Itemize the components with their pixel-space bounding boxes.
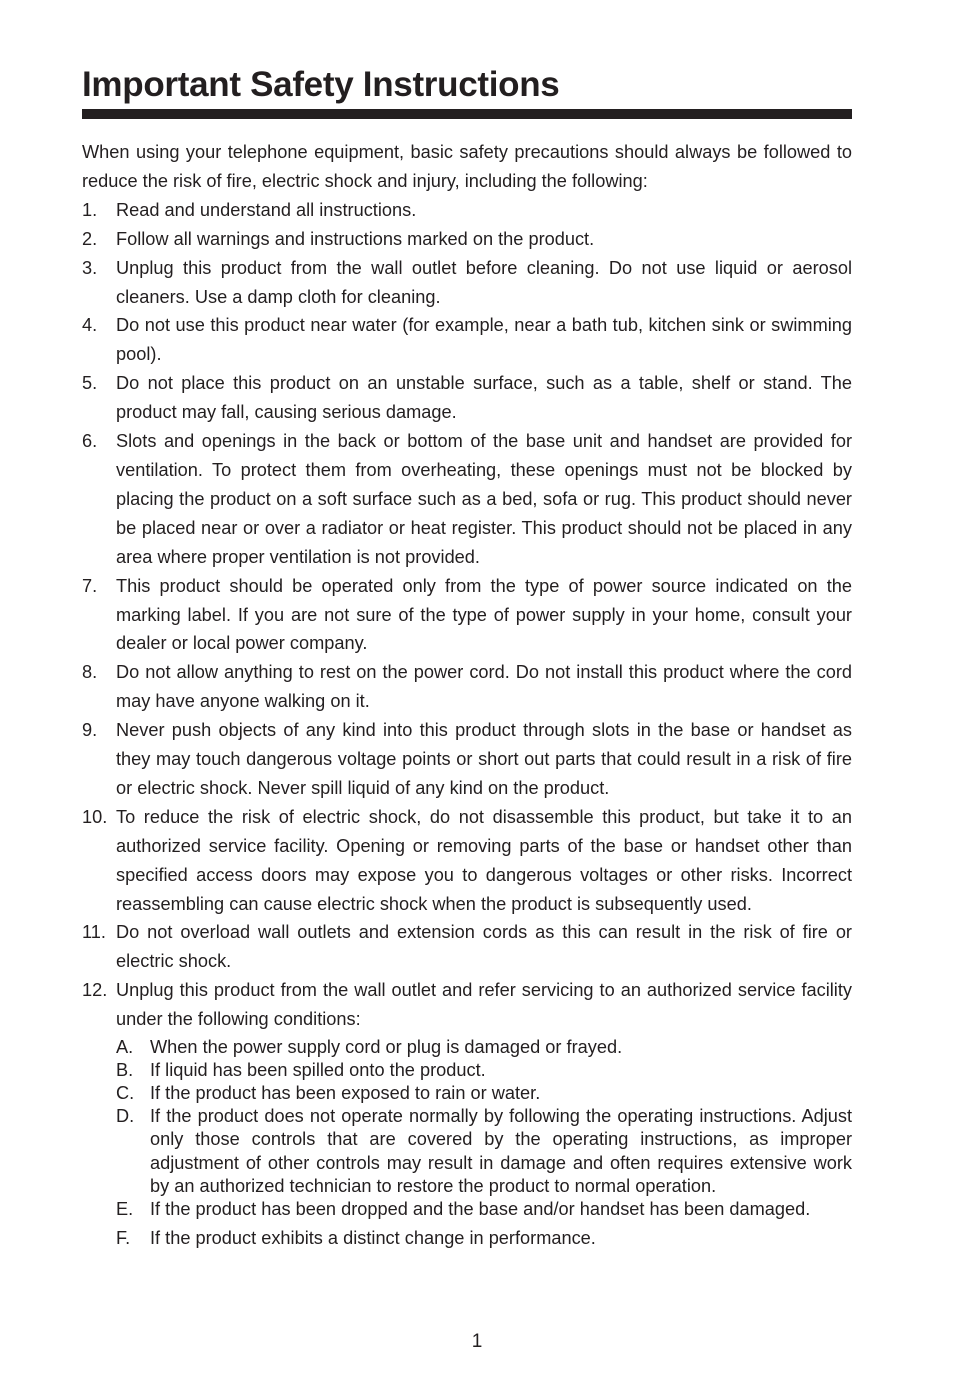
- item-number: 3.: [82, 257, 98, 278]
- list-item: [82, 196, 852, 225]
- item-number: 10.: [82, 806, 108, 827]
- item-text: Read and understand all instructions.: [116, 199, 417, 220]
- condition-letter: E.: [116, 1198, 134, 1219]
- item-number: 8.: [82, 662, 98, 683]
- item-number: 12.: [82, 980, 108, 1001]
- condition-letter: C.: [116, 1083, 135, 1104]
- item-text: Do not use this product near water (for example, near a bath tub, kitchen sink or swimming pool).: [116, 315, 852, 365]
- condition-list: [116, 1036, 852, 1250]
- condition-item: [116, 1105, 852, 1197]
- item-text: Do not overload wall outlets and extension cords as this can result in the risk of fire or electric shock.: [116, 922, 852, 972]
- item-text: Unplug this product from the wall outlet before cleaning. Do not use liquid or aerosol cleaners. Use a damp cloth for cleaning.: [116, 257, 852, 307]
- condition-text: If the product has been exposed to rain or water.: [150, 1083, 541, 1104]
- item-text: To reduce the risk of electric shock, do not disassemble this product, but take it to an authorized service facility. Opening or removing parts of the base or handset other than specified access doors may expose you to dangerous voltages or other risks. Incorrect reassembling can cause electric shock when the product is subsequently used.: [116, 806, 852, 914]
- item-number: 11.: [82, 922, 106, 943]
- list-item: [82, 716, 852, 803]
- list-item: [82, 311, 852, 369]
- page-title: Important Safety Instructions: [82, 65, 560, 104]
- condition-text: If liquid has been spilled onto the product.: [150, 1060, 486, 1081]
- condition-letter: D.: [116, 1106, 135, 1127]
- list-item: [82, 918, 852, 976]
- list-item: [82, 427, 852, 572]
- condition-letter: A.: [116, 1037, 134, 1058]
- item-number: 9.: [82, 720, 98, 741]
- condition-letter: B.: [116, 1060, 134, 1081]
- item-number: 1.: [82, 199, 98, 220]
- page-number: 1: [471, 1331, 483, 1352]
- instructions-body: [82, 138, 852, 1250]
- list-item: [82, 369, 852, 427]
- list-item: [82, 803, 852, 919]
- item-number: 5.: [82, 373, 98, 394]
- list-item: [82, 225, 852, 254]
- condition-item: [116, 1036, 852, 1059]
- item-text: This product should be operated only from the type of power source indicated on the marking label. If you are not sure of the type of power supply in your home, consult your dealer or local power company.: [116, 575, 852, 654]
- instruction-list: [82, 196, 852, 1250]
- item-text: Do not place this product on an unstable surface, such as a table, shelf or stand. The product may fall, causing serious damage.: [116, 373, 852, 423]
- condition-item: [116, 1227, 852, 1250]
- item-text: Unplug this product from the wall outlet and refer servicing to an authorized service facility under the following conditions:: [116, 980, 852, 1030]
- item-number: 6.: [82, 431, 98, 452]
- item-number: 2.: [82, 228, 98, 249]
- condition-item: [116, 1059, 852, 1082]
- condition-item: [116, 1082, 852, 1105]
- intro-paragraph: When using your telephone equipment, basic safety precautions should always be followed to reduce the risk of fire, electric shock and injury, including the following:: [82, 142, 852, 191]
- title-rule: [82, 109, 852, 119]
- condition-text: If the product does not operate normally by following the operating instructions. Adjust only those controls that are covered by the operating instructions, as improper adjustment of other controls may result in damage and often requires extensive work by an authorized technician to restore the product to normal operation.: [150, 1106, 852, 1196]
- list-item: [82, 976, 852, 1250]
- item-text: Follow all warnings and instructions marked on the product.: [116, 228, 595, 249]
- condition-text: When the power supply cord or plug is damaged or frayed.: [150, 1037, 623, 1058]
- condition-text: If the product exhibits a distinct change in performance.: [150, 1227, 596, 1248]
- condition-item: [116, 1198, 852, 1221]
- item-number: 7.: [82, 575, 98, 596]
- list-item: [82, 572, 852, 659]
- condition-text: If the product has been dropped and the base and/or handset has been damaged.: [150, 1198, 811, 1219]
- item-text: Never push objects of any kind into this product through slots in the base or handset as they may touch dangerous voltage points or short out parts that could result in a risk of fire or electric shock. Never spill liquid of any kind on the product.: [116, 720, 852, 798]
- list-item: [82, 658, 852, 716]
- condition-letter: F.: [116, 1227, 131, 1248]
- list-item: [82, 254, 852, 312]
- item-text: Do not allow anything to rest on the power cord. Do not install this product where the cord may have anyone walking on it.: [116, 662, 852, 712]
- item-text: Slots and openings in the back or bottom of the base unit and handset are provided for ventilation. To protect them from overheating, these openings must not be blocked by placing the product on a soft surface such as a bed, sofa or rug. This product should never be placed near or over a radiator or heat register. This product should not be placed in any area where proper ventilation is not provided.: [116, 431, 852, 567]
- item-number: 4.: [82, 315, 98, 336]
